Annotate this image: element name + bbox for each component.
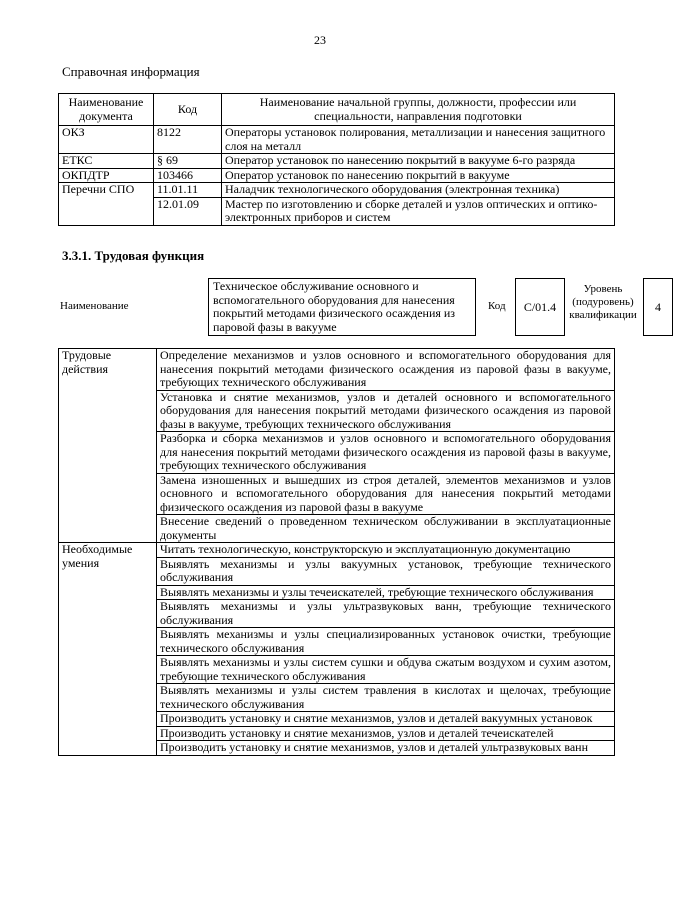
reference-row [59, 154, 615, 169]
header-document: Наименование документа [59, 94, 154, 126]
reference-row [59, 126, 615, 154]
skill-item: Выявлять механизмы и узлы течеискателей, требующие технического обслуживания [157, 585, 615, 600]
section-heading: 3.3.1. Трудовая функция [62, 248, 205, 263]
labor-action-item: Замена изношенных и вышедших из строя деталей, элементов механизмов и узлов основного и вспомогательного оборудования для нанесения покрытий методами физического осаждения из паровой фазы в вакууме [157, 473, 615, 515]
reference-title: Наладчик технологического оборудования (электронная техника) [222, 183, 615, 198]
reference-doc: ОКЗ [59, 126, 154, 154]
reference-table [58, 93, 615, 226]
reference-heading: Справочная информация [62, 64, 200, 79]
reference-doc: ЕТКС [59, 154, 154, 169]
skill-item: Выявлять механизмы и узлы вакуумных установок, требующие технического обслуживания [157, 557, 615, 585]
reference-code: § 69 [154, 154, 222, 169]
page-number: 23 [314, 33, 326, 47]
reference-header-row [59, 94, 615, 126]
skill-item: Выявлять механизмы и узлы специализированных установок очистки, требующие технического обслуживания [157, 628, 615, 656]
qualification-level-value: 4 [643, 278, 673, 336]
reference-title: Оператор установок по нанесению покрытий в вакууме [222, 168, 615, 183]
labor-function-header [58, 278, 661, 338]
reference-code: 103466 [154, 168, 222, 183]
labor-action-row [59, 349, 615, 391]
function-name-label: Наименование [60, 300, 129, 312]
skill-item: Выявлять механизмы и узлы ультразвуковых ванн, требующие технического обслуживания [157, 600, 615, 628]
skill-item: Читать технологическую, конструкторскую и эксплуатационную документацию [157, 543, 615, 558]
header-title: Наименование начальной группы, должности, профессии или специальности, направления подготовки [222, 94, 615, 126]
skill-item: Производить установку и снятие механизмов, узлов и деталей ультразвуковых ванн [157, 741, 615, 756]
reference-title: Мастер по изготовлению и сборке деталей и узлов оптических и оптико-электронных приборов и систем [222, 197, 615, 225]
qualification-level-label: Уровень (подуровень) квалификации [569, 283, 637, 321]
reference-title: Оператор установок по нанесению покрытий в вакууме 6-го разряда [222, 154, 615, 169]
reference-row [59, 183, 615, 198]
skill-item: Выявлять механизмы и узлы систем травления в кислотах и щелочах, требующие технического обслуживания [157, 684, 615, 712]
skill-row [59, 543, 615, 558]
reference-row [59, 168, 615, 183]
labor-action-item: Установка и снятие механизмов, узлов и деталей основного и вспомогательного оборудования для нанесения покрытий методами физического осаждения из паровой фазы в вакууме, требующих технического обслуживания [157, 390, 615, 432]
function-code-value: C/01.4 [515, 278, 565, 336]
skill-item: Выявлять механизмы и узлы систем сушки и обдува сжатым воздухом и сухим азотом, требующие технического обслуживания [157, 656, 615, 684]
labor-actions-label: Трудовые действия [59, 349, 157, 543]
labor-function-table [58, 348, 615, 756]
function-code-label: Код [488, 300, 506, 312]
reference-title: Операторы установок полирования, металлизации и нанесения защитного слоя на металл [222, 126, 615, 154]
function-name-value: Техническое обслуживание основного и вспомогательного оборудования для нанесения покрытий методами физического осаждения из паровой фазы в вакууме [208, 278, 476, 336]
skill-item: Производить установку и снятие механизмов, узлов и деталей вакуумных установок [157, 712, 615, 727]
header-code: Код [154, 94, 222, 126]
reference-code: 8122 [154, 126, 222, 154]
reference-doc: ОКПДТР [59, 168, 154, 183]
required-skills-label: Необходимые умения [59, 543, 157, 756]
labor-action-item: Разборка и сборка механизмов и узлов основного и вспомогательного оборудования для нанесения покрытий методами физического осаждения из паровой фазы в вакууме, требующих технического обслуживания [157, 432, 615, 474]
reference-code: 12.01.09 [154, 197, 222, 225]
skill-item: Производить установку и снятие механизмов, узлов и деталей течеискателей [157, 726, 615, 741]
labor-action-item: Внесение сведений о проведенном техническом обслуживании в эксплуатационные документы [157, 515, 615, 543]
reference-code: 11.01.11 [154, 183, 222, 198]
reference-doc: Перечни СПО [59, 183, 154, 226]
labor-action-item: Определение механизмов и узлов основного и вспомогательного оборудования для нанесения покрытий методами физического осаждения из паровой фазы в вакууме, требующих технического обслуживания [157, 349, 615, 391]
